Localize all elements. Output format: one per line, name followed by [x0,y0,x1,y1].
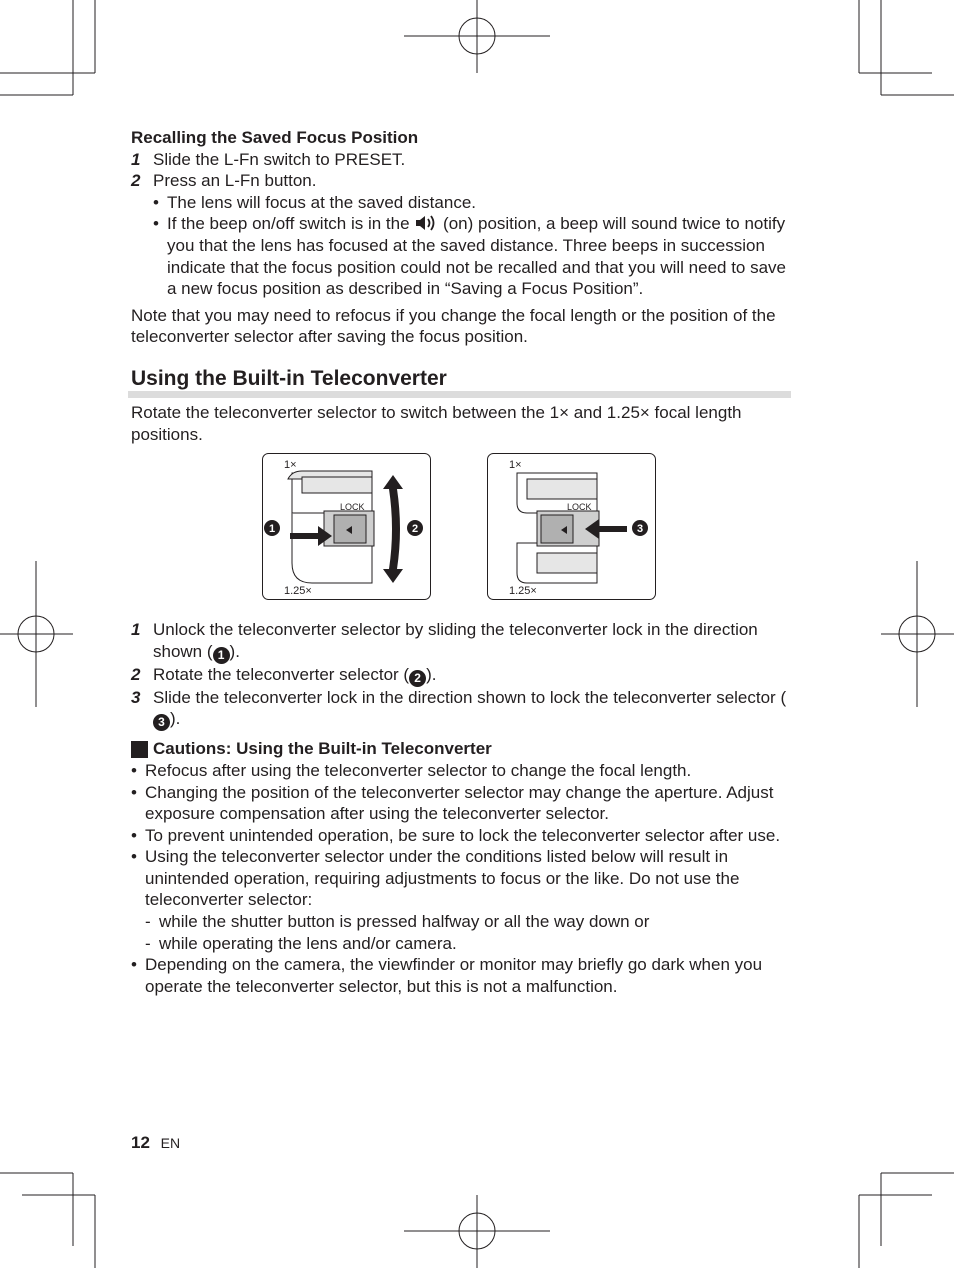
caution-item-2 [131,782,791,825]
bullet-glyph: • [131,782,137,802]
marker-2: 2 [411,523,419,536]
figure-lock [487,453,657,601]
caution-item-3 [131,825,791,847]
page-footer [131,1133,180,1153]
bullet-glyph: • [131,825,137,845]
cautions-heading: Cautions: Using the Built-in Teleconverter [153,739,492,759]
teleconverter-figures [131,445,791,613]
step-text: Rotate the teleconverter selector ( [153,664,410,684]
step-text: ). [170,709,181,729]
section-title: Using the Built-in Teleconverter [128,366,791,398]
marker-2-inline: 2 [409,670,426,687]
step-number: 1 [131,149,141,169]
marker-3: 3 [636,523,644,536]
recall-step-1 [131,149,791,171]
step-text: Slide the L-Fn switch to PRESET. [153,149,406,169]
bullet-glyph: • [131,847,137,867]
figure-unlock-rotate [262,453,432,601]
caution-subtext: while the shutter button is pressed halfway or all the way down or [159,912,650,932]
recall-note: Note that you may need to refocus if you change the focal length or the position of the teleconverter selector after saving the focus position. [131,305,776,347]
caution-item-1 [131,760,791,782]
recall-bullet-1 [131,192,791,214]
bullet-text: The lens will focus at the saved distance. [167,192,476,212]
step-text: Unlock the teleconverter selector by sliding the teleconverter lock in the direction shown ( [153,620,758,661]
dash-glyph: - [145,912,151,932]
step-number: 2 [131,664,141,684]
label-1x: 1× [284,459,297,472]
step-text-wrap [153,619,791,664]
section-intro: Rotate the teleconverter selector to switch between the 1× and 1.25× focal length positions. [131,402,742,444]
caution-subitem-2 [131,933,791,955]
lock-label: LOCK [567,502,592,513]
step-text: Slide the teleconverter lock in the direction shown to lock the teleconverter selector ( [153,687,787,707]
marker-1-inline: 1 [213,647,230,664]
caution-text: To prevent unintended operation, be sure to lock the teleconverter selector after use. [145,825,781,845]
step-text: Press an L-Fn button. [153,171,317,191]
caution-text: Refocus after using the teleconverter selector to change the focal length. [145,760,692,780]
speaker-on-icon [414,214,438,232]
caution-text: Depending on the camera, the viewfinder or monitor may briefly go dark when you operate the teleconverter selector, but this is not a malfunction. [145,955,763,996]
lock-label: LOCK [340,502,365,513]
step-text: ). [426,664,437,684]
caution-item-5 [131,954,791,997]
step-text-wrap [153,687,791,732]
bullet-glyph: • [131,760,137,780]
label-125x: 1.25× [284,585,312,598]
caution-text: Using the teleconverter selector under the conditions listed below will result in unintended operation, requiring adjustments to focus or the like. Do not use the teleconverter selector: [145,847,740,910]
marker-1: 1 [268,523,276,536]
bullet-glyph: • [131,955,137,975]
tc-step-1 [131,619,791,664]
caution-text: Changing the position of the teleconverter selector may change the aperture. Adjust exposure compensation after using the teleconverter selector. [145,782,774,824]
step-text-wrap [153,664,436,687]
bullet-glyph: • [153,214,159,234]
page-content [131,127,791,997]
marker-3-inline: 3 [153,714,170,731]
label-125x: 1.25× [509,585,537,598]
language-code: EN [160,1135,181,1151]
recall-step-2 [131,170,791,192]
step-number: 3 [131,687,141,707]
tc-step-3 [131,687,791,732]
caution-square-icon [131,741,148,758]
dash-glyph: - [145,933,151,953]
step-number: 1 [131,620,141,640]
recall-heading: Recalling the Saved Focus Position [131,128,419,147]
recall-bullet-2 [131,213,791,299]
bullet-glyph: • [153,192,159,212]
caution-subtext: while operating the lens and/or camera. [159,933,457,953]
caution-item-4 [131,846,791,911]
label-1x: 1× [509,459,522,472]
bullet-text: If the beep on/off switch is in the [167,214,410,234]
caution-subitem-1 [131,911,791,933]
bullet-text: (on) position, a beep will sound twice to notify you that the lens has focused at the saved distance. Three beeps in succession indicate that the focus position could not be recalled and that you will need to save a new focus position as described in “Saving a Focus Position”. [167,214,787,299]
step-text: ). [229,641,240,661]
tc-step-2 [131,664,791,687]
page-number: 12 [131,1133,150,1152]
step-number: 2 [131,171,141,191]
cautions-heading-row [131,738,791,760]
bullet-text-wrap [167,213,791,299]
